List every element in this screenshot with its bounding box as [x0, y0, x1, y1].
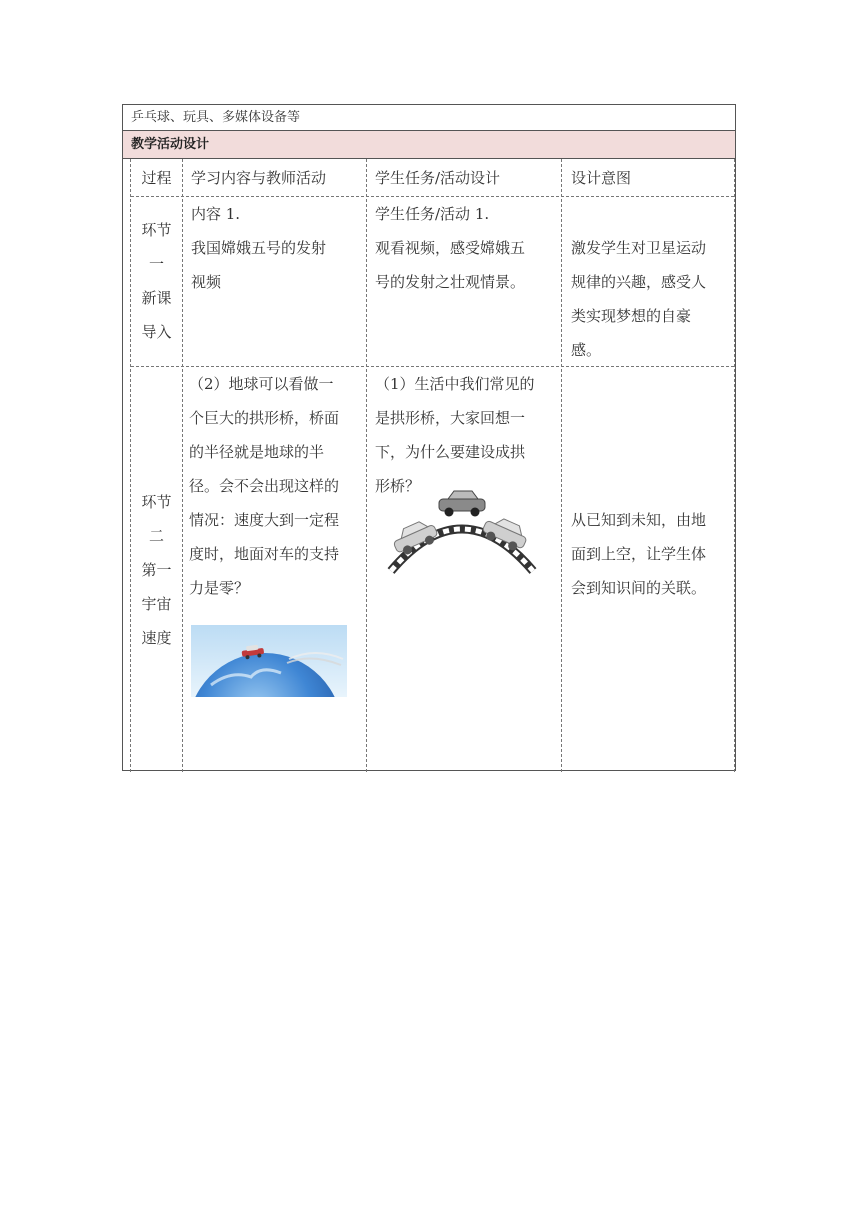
stage-text: 导入 [141, 323, 172, 341]
column-header-intent: 设计意图 [571, 169, 632, 187]
text-line: 个巨大的拱形桥，桥面 [189, 409, 340, 427]
stage-text: 速度 [141, 629, 172, 647]
text-line: 下，为什么要建设成拱 [375, 443, 526, 461]
text-line: 观看视频，感受嫦娥五 [375, 239, 526, 257]
column-divider [182, 159, 183, 772]
text-line: 度时，地面对车的支持 [189, 545, 340, 563]
stage-label-2 [131, 485, 182, 655]
text-line: 从已知到未知，由地 [571, 511, 707, 529]
earth-car-illustration [191, 625, 347, 697]
text-line: 规律的兴趣，感受人 [571, 273, 707, 291]
text-line: （2）地球可以看做一 [189, 375, 334, 393]
column-header-content: 学习内容与教师活动 [191, 169, 327, 187]
text-line: 是拱形桥，大家回想一 [375, 409, 526, 427]
column-divider [561, 159, 562, 772]
text-line: 径。会不会出现这样的 [189, 477, 340, 495]
stage-text: 二 [148, 527, 164, 545]
text-line: 我国嫦娥五号的发射 [191, 239, 327, 257]
column-header-process: 过程 [141, 169, 172, 187]
text-line: 学生任务/活动 1. [375, 205, 490, 223]
text-line: 会到知识间的关联。 [571, 579, 707, 597]
intent-cell-1 [571, 231, 736, 367]
stage-text: 环节 [141, 221, 172, 239]
text-line: 力是零？ [189, 579, 250, 597]
text-line: 号的发射之壮观情景。 [375, 273, 526, 291]
activity-grid [130, 159, 735, 772]
text-line: 感。 [571, 341, 602, 359]
content-cell-2 [189, 367, 367, 605]
arch-bridge-illustration [383, 489, 541, 577]
text-line: 视频 [191, 273, 222, 291]
text-line: 内容 1. [191, 205, 241, 223]
stage-text: 宇宙 [141, 595, 172, 613]
text-line: 类实现梦想的自豪 [571, 307, 692, 325]
stage-text: 一 [148, 255, 164, 273]
materials-row: 乒乓球、玩具、多媒体设备等 [123, 105, 735, 131]
stage-label-1 [131, 213, 182, 349]
stage-text: 环节 [141, 493, 172, 511]
task-cell-1 [375, 197, 561, 299]
lesson-plan-table [122, 104, 736, 771]
text-line: 形桥？ [375, 477, 421, 495]
stage-text: 新课 [141, 289, 172, 307]
section-title: 教学活动设计 [123, 131, 735, 159]
task-cell-2 [375, 367, 561, 503]
content-cell-1 [191, 197, 367, 299]
text-line: 激发学生对卫星运动 [571, 239, 707, 257]
column-header-task: 学生任务/活动设计 [375, 169, 501, 187]
text-line: 的半径就是地球的半 [189, 443, 325, 461]
intent-cell-2 [571, 503, 736, 605]
text-line: 情况：速度大到一定程 [189, 511, 340, 529]
text-line: （1）生活中我们常见的 [375, 375, 535, 393]
stage-text: 第一 [141, 561, 172, 579]
text-line: 面到上空，让学生体 [571, 545, 707, 563]
